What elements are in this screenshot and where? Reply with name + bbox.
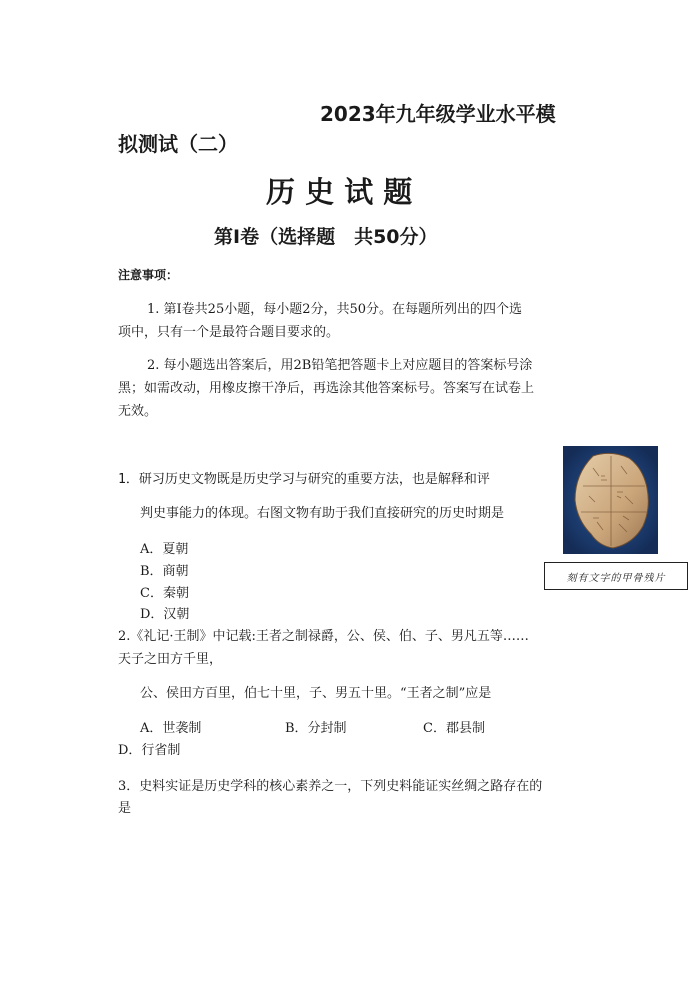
q1-line-1: 1．研习历史文物既是历史学习与研究的重要方法，也是解释和评 bbox=[118, 472, 490, 487]
q2-line-1: 2.《礼记·王制》中记载:王者之制禄爵，公、侯、伯、子、男凡五等…… bbox=[118, 629, 529, 644]
q1-option-c: C．秦朝 bbox=[140, 586, 189, 601]
q2-line-2: 天子之田方千里， bbox=[118, 652, 223, 667]
subject-title: 历 史 试 题 bbox=[266, 175, 413, 209]
q1-option-d: D．汉朝 bbox=[140, 607, 190, 622]
note-2-line-2: 黑；如需改动，用橡皮擦干净后，再选涂其他答案标号。答案写在试卷上 bbox=[118, 381, 535, 396]
q3-line-2: 是 bbox=[118, 801, 132, 816]
q2-option-a: A．世袭制 bbox=[140, 721, 202, 736]
q1-option-b: B．商朝 bbox=[140, 564, 189, 579]
note-1-line-2: 项中，只有一个是最符合题目要求的。 bbox=[118, 325, 340, 340]
q2-line-3: 公、侯田方百里，伯七十里，子、男五十里。“王者之制”应是 bbox=[140, 686, 492, 701]
note-2-line-3: 无效。 bbox=[118, 404, 158, 419]
volume-title: 第Ⅰ卷（选择题 共50分） bbox=[214, 226, 438, 248]
notes-heading: 注意事项： bbox=[118, 268, 179, 282]
title-line-1: 2023年九年级学业水平模 bbox=[320, 102, 556, 126]
title-line-2: 拟测试（二） bbox=[118, 132, 238, 156]
image-caption: 刻有文字的甲骨残片 bbox=[544, 562, 688, 590]
q2-option-c: C．郡县制 bbox=[423, 721, 485, 736]
note-1-line-1: 1. 第Ⅰ卷共25小题，每小题2分，共50分。在每题所列出的四个选 bbox=[147, 302, 523, 317]
note-2-line-1: 2. 每小题选出答案后，用2B铅笔把答题卡上对应题目的答案标号涂 bbox=[147, 358, 533, 373]
oracle-bone-image bbox=[563, 446, 658, 554]
q3-line-1: 3．史料实证是历史学科的核心素养之一，下列史料能证实丝绸之路存在的 bbox=[118, 779, 543, 794]
q1-line-2: 判史事能力的体现。右图文物有助于我们直接研究的历史时期是 bbox=[140, 506, 505, 521]
q2-option-b: B．分封制 bbox=[285, 721, 347, 736]
q1-option-a: A．夏朝 bbox=[140, 542, 189, 557]
q2-option-d: D．行省制 bbox=[118, 743, 181, 758]
